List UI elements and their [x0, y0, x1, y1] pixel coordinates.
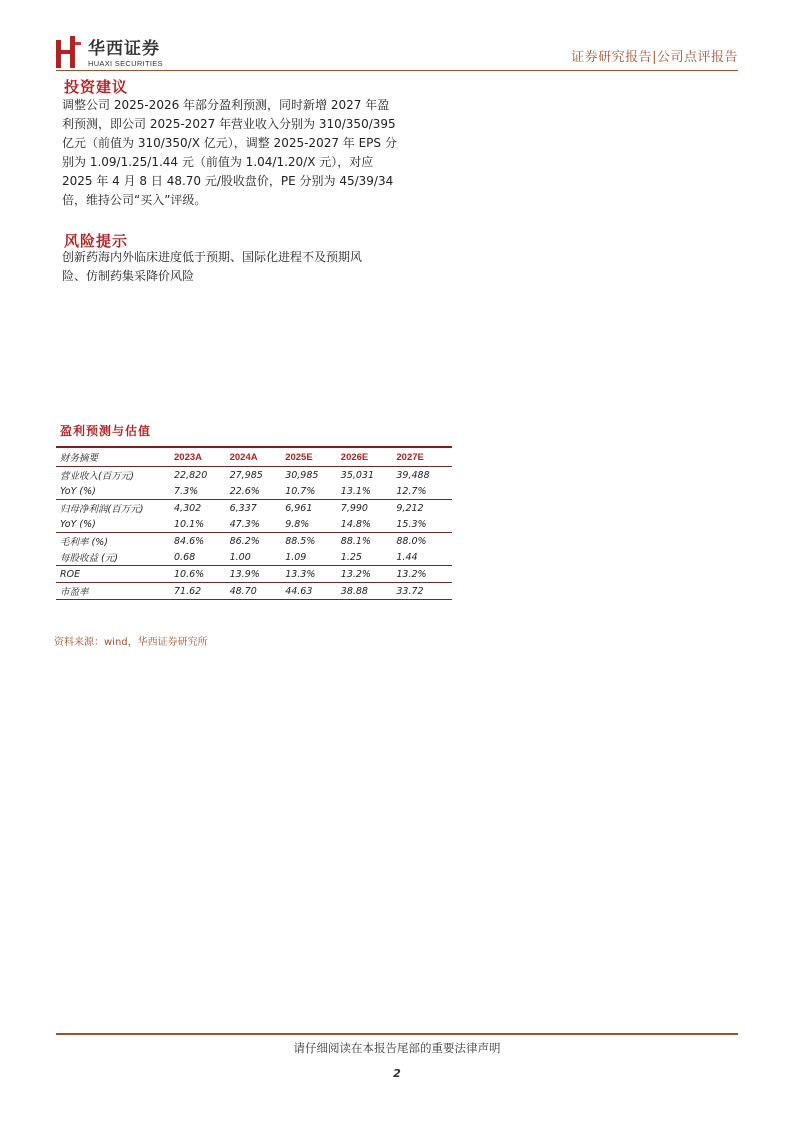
- row-value: 27,985: [229, 469, 263, 481]
- row-value: 1.00: [229, 551, 251, 563]
- row-value: 9.8%: [285, 518, 310, 530]
- invest-line: 调整公司 2025-2026 年部分盈利预测，同时新增 2027 年盈: [62, 98, 390, 112]
- invest-line: 倍，维持公司“买入”评级。: [62, 193, 207, 207]
- row-label: 归母净利润(百万元): [56, 500, 174, 517]
- footer-divider: [56, 1033, 738, 1035]
- invest-line: 亿元（前值为 310/350/X 亿元），调整 2025-2027 年 EPS 分: [62, 136, 397, 150]
- row-value: 30,985: [285, 469, 319, 481]
- brand-logo: [56, 36, 163, 70]
- row-value: 84.6%: [174, 533, 230, 550]
- table-header-row: [56, 447, 452, 467]
- row-value: 7.3%: [174, 485, 199, 497]
- row-value: 14.8%: [340, 518, 371, 530]
- invest-line: 别为 1.09/1.25/1.44 元（前值为 1.04/1.20/X 元），对应: [62, 155, 374, 169]
- brand-name-en: HUAXI SECURITIES: [88, 58, 163, 68]
- table-row: [56, 566, 452, 583]
- row-value: 13.9%: [230, 566, 286, 583]
- row-value: 88.1%: [341, 533, 397, 550]
- table-row: [56, 500, 452, 517]
- table-row: [56, 467, 452, 484]
- brand-name-cn: 华西证券: [88, 38, 160, 59]
- row-value: 86.2%: [230, 533, 286, 550]
- row-value: 22.6%: [229, 485, 260, 497]
- row-label: 每股收益 (元): [60, 553, 118, 564]
- row-value: 9,212: [396, 500, 452, 517]
- row-value: 13.2%: [341, 566, 397, 583]
- page-number: 2: [393, 1067, 401, 1080]
- header-divider: [56, 70, 738, 71]
- row-value: 13.2%: [396, 566, 452, 583]
- row-value: 6,961: [285, 500, 341, 517]
- risk-section-title: 风险提示: [64, 232, 129, 250]
- row-value: 35,031: [340, 469, 375, 481]
- header-label-cell: 财务摘要: [56, 447, 174, 467]
- invest-paragraph: [62, 96, 442, 210]
- header-year-cell: 2025E: [285, 447, 341, 467]
- row-value: 33.72: [396, 583, 452, 600]
- row-value: 13.3%: [285, 566, 341, 583]
- row-value: 88.0%: [396, 533, 452, 550]
- invest-line: 2025 年 4 月 8 日 48.70 元/股收盘价，PE 分别为 45/39/34: [62, 174, 394, 188]
- row-value: 13.1%: [340, 485, 371, 497]
- row-value: 10.6%: [174, 566, 230, 583]
- report-type: 证券研究报告|公司点评报告: [571, 50, 738, 65]
- table-row: [56, 549, 452, 566]
- row-label: 市盈率: [56, 583, 174, 600]
- header-year-cell: 2023A: [174, 447, 230, 467]
- header-year-cell: 2026E: [341, 447, 397, 467]
- row-label: YoY (%): [60, 518, 96, 530]
- table-source: 资料来源：wind，华西证券研究所: [54, 637, 208, 648]
- row-value: 47.3%: [229, 518, 260, 530]
- huaxi-logo-icon: [56, 36, 82, 70]
- header-year-cell: 2027E: [396, 447, 452, 467]
- table-row: [56, 533, 452, 550]
- risk-line: 创新药海内外临床进度低于预期、国际化进程不及预期风: [62, 250, 363, 264]
- table-row: [56, 516, 452, 533]
- row-value: 6,337: [230, 500, 286, 517]
- row-label: YoY (%): [60, 485, 96, 497]
- row-value: 44.63: [285, 583, 341, 600]
- row-value: 12.7%: [396, 485, 427, 497]
- risk-line: 险、仿制药集采降价风险: [62, 269, 195, 283]
- row-value: 1.25: [340, 551, 362, 563]
- row-value: 88.5%: [285, 533, 341, 550]
- header-year-cell: 2024A: [230, 447, 286, 467]
- legal-disclaimer: 请仔细阅读在本报告尾部的重要法律声明: [293, 1041, 501, 1055]
- row-value: 39,488: [396, 469, 430, 481]
- row-value: 10.7%: [285, 485, 316, 497]
- row-value: 1.09: [285, 551, 307, 563]
- table-row: [56, 583, 452, 600]
- risk-paragraph: [62, 248, 442, 286]
- row-value: 22,820: [174, 469, 208, 481]
- invest-section-title: 投资建议: [64, 78, 129, 96]
- row-value: 48.70: [230, 583, 286, 600]
- page-header: [56, 34, 738, 72]
- table-row: [56, 483, 452, 500]
- row-label: 毛利率 (%): [56, 533, 174, 550]
- table-title: 盈利预测与估值: [60, 424, 152, 438]
- invest-line: 利预测，即公司 2025-2027 年营业收入分别为 310/350/395: [62, 117, 396, 131]
- row-value: 38.88: [341, 583, 397, 600]
- row-value: 4,302: [174, 500, 230, 517]
- row-value: 15.3%: [396, 518, 427, 530]
- row-label: ROE: [56, 566, 174, 583]
- row-value: 0.68: [174, 551, 196, 563]
- row-value: 1.44: [396, 551, 418, 563]
- row-value: 7,990: [341, 500, 397, 517]
- row-value: 71.62: [174, 583, 230, 600]
- row-label: 营业收入(百万元): [60, 471, 134, 482]
- financial-forecast-table: [56, 446, 452, 600]
- row-value: 10.1%: [174, 518, 205, 530]
